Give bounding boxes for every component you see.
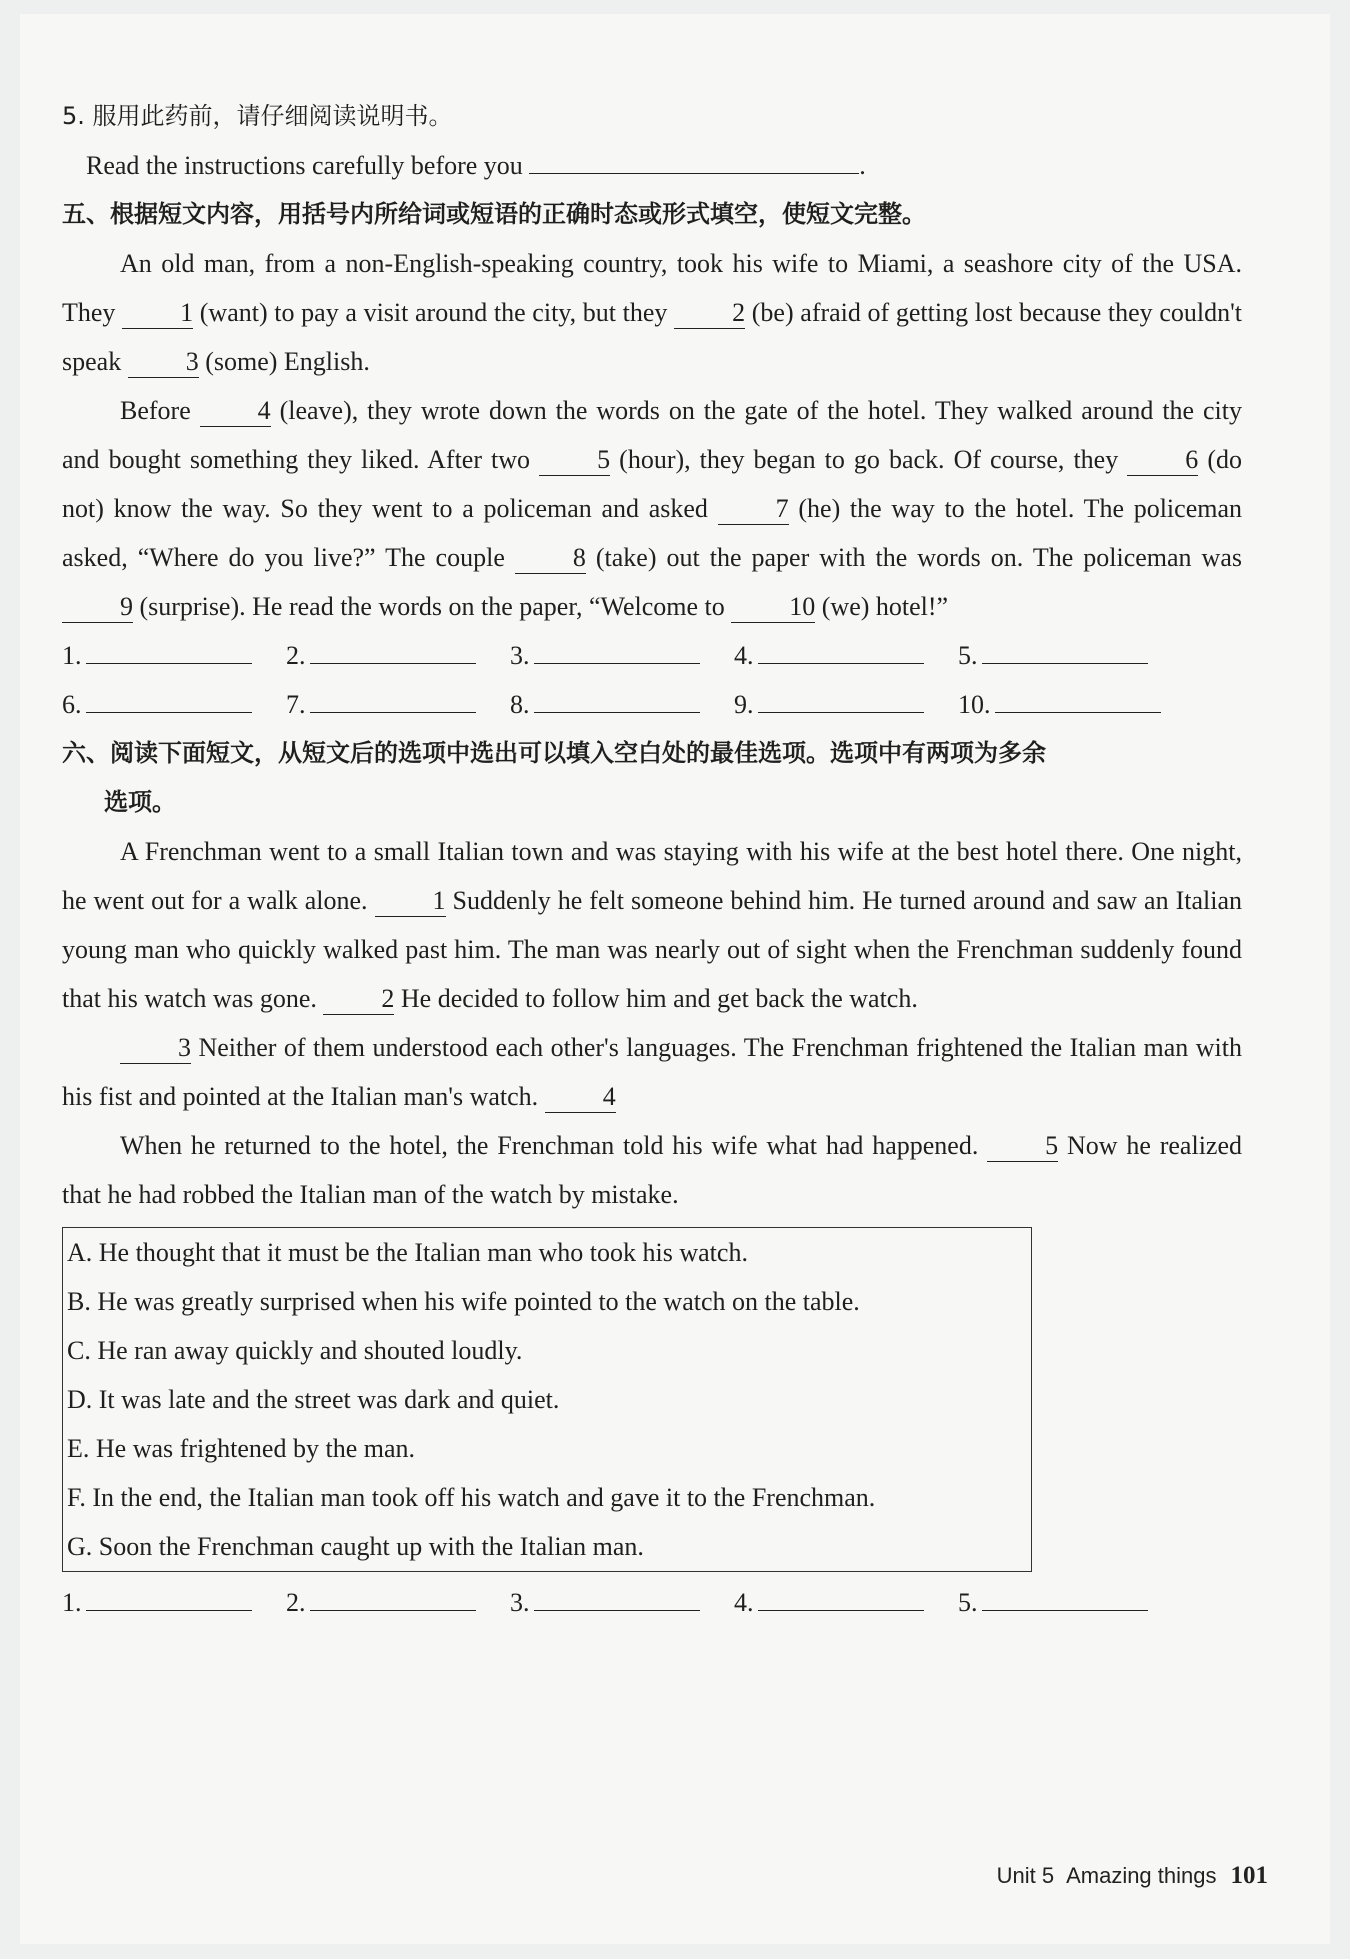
section5-answer-row-2 xyxy=(62,680,1242,729)
option-d: D. It was late and the street was dark and quiet. xyxy=(67,1385,560,1414)
q5-answer-blank[interactable] xyxy=(529,173,859,174)
answer-slot[interactable]: 9. xyxy=(734,680,958,729)
option-a: A. He thought that it must be the Italian man who took his watch. xyxy=(67,1238,748,1267)
blank-6[interactable]: 6 xyxy=(1127,445,1198,476)
answer-slot[interactable]: 6. xyxy=(62,680,286,729)
section5-answer-row-1 xyxy=(62,631,1242,680)
answer-slot[interactable]: 4. xyxy=(734,631,958,680)
blank-6-1[interactable]: 1 xyxy=(375,886,446,917)
section6-answer-row xyxy=(62,1578,1242,1627)
answer-slot[interactable]: 5. xyxy=(958,1578,1182,1627)
options-box xyxy=(62,1227,1032,1572)
blank-8[interactable]: 8 xyxy=(515,543,586,574)
section6-paragraph-1: A Frenchman went to a small Italian town and was staying with his wife at the best hotel there. One night, he went out for a walk alone. 1 Suddenly he felt someone behind him. He turned around and saw an Italian young man who quickly walked past him. The man was nearly out of sight when the Frenchman suddenly found that his watch was gone. 2 He decided to follow him and get back the watch. xyxy=(62,837,1242,1013)
blank-6-3[interactable]: 3 xyxy=(120,1033,191,1064)
answer-slot[interactable]: 10. xyxy=(958,680,1182,729)
answer-slot[interactable]: 2. xyxy=(286,631,510,680)
blank-2[interactable]: 2 xyxy=(674,298,745,329)
blank-6-4[interactable]: 4 xyxy=(545,1082,616,1113)
page-footer xyxy=(997,1862,1268,1890)
section5-paragraph-1: An old man, from a non-English-speaking country, took his wife to Miami, a seashore city of the USA. They 1 (want) to pay a visit around the city, but they 2 (be) afraid of getting lost because they couldn't speak 3 (some) English. xyxy=(62,249,1243,376)
q5-chinese: 5. 服用此药前，请仔细阅读说明书。 xyxy=(62,102,453,130)
blank-3[interactable]: 3 xyxy=(128,347,199,378)
blank-5[interactable]: 5 xyxy=(539,445,610,476)
answer-slot[interactable]: 1. xyxy=(62,631,286,680)
blank-6-2[interactable]: 2 xyxy=(323,984,394,1015)
answer-slot[interactable]: 8. xyxy=(510,680,734,729)
blank-9[interactable]: 9 xyxy=(62,592,133,623)
blank-4[interactable]: 4 xyxy=(200,396,271,427)
blank-10[interactable]: 10 xyxy=(731,592,815,623)
q5-english: Read the instructions carefully before you . xyxy=(86,151,866,180)
option-e: E. He was frightened by the man. xyxy=(67,1434,416,1463)
answer-slot[interactable]: 1. xyxy=(62,1578,286,1627)
unit-title: Amazing things xyxy=(1066,1863,1217,1888)
option-c: C. He ran away quickly and shouted loudly. xyxy=(67,1336,523,1365)
page-number: 101 xyxy=(1230,1862,1268,1889)
section6-heading-cont: 选项。 xyxy=(104,788,176,816)
answer-slot[interactable]: 2. xyxy=(286,1578,510,1627)
answer-slot[interactable]: 5. xyxy=(958,631,1182,680)
blank-6-5[interactable]: 5 xyxy=(987,1131,1058,1162)
option-f: F. In the end, the Italian man took off his watch and gave it to the Frenchman. xyxy=(67,1483,876,1512)
answer-slot[interactable]: 3. xyxy=(510,631,734,680)
section6-heading: 六、阅读下面短文，从短文后的选项中选出可以填入空白处的最佳选项。选项中有两项为多余 xyxy=(62,739,1046,767)
option-b: B. He was greatly surprised when his wife pointed to the watch on the table. xyxy=(67,1287,860,1316)
worksheet-content xyxy=(62,92,1242,1627)
blank-7[interactable]: 7 xyxy=(718,494,789,525)
answer-slot[interactable]: 7. xyxy=(286,680,510,729)
unit-label: Unit 5 xyxy=(996,1863,1055,1888)
answer-slot[interactable]: 3. xyxy=(510,1578,734,1627)
section5-paragraph-2: Before 4 (leave), they wrote down the words on the gate of the hotel. They walked around the city and bought something they liked. After two 5 (hour), they began to go back. Of course, they 6 (do not) know the way. So they went to a policeman and asked 7 (he) the way to the hotel. The policeman asked, “Where do you live?” The couple 8 (take) out the paper with the words on. The policeman was 9 (surprise). He read the words on the paper, “Welcome to 10 (we) hotel!” xyxy=(62,396,1243,621)
section6-paragraph-3: When he returned to the hotel, the Frenchman told his wife what had happened. 5 Now he realized that he had robbed the Italian man of the watch by mistake. xyxy=(62,1131,1243,1209)
section6-paragraph-2: 3 Neither of them understood each other's languages. The Frenchman frightened the Italian man with his fist and pointed at the Italian man's watch. 4 xyxy=(62,1033,1242,1111)
option-g: G. Soon the Frenchman caught up with the Italian man. xyxy=(67,1532,644,1561)
blank-1[interactable]: 1 xyxy=(122,298,193,329)
answer-slot[interactable]: 4. xyxy=(734,1578,958,1627)
section5-heading: 五、根据短文内容，用括号内所给词或短语的正确时态或形式填空，使短文完整。 xyxy=(62,200,926,228)
